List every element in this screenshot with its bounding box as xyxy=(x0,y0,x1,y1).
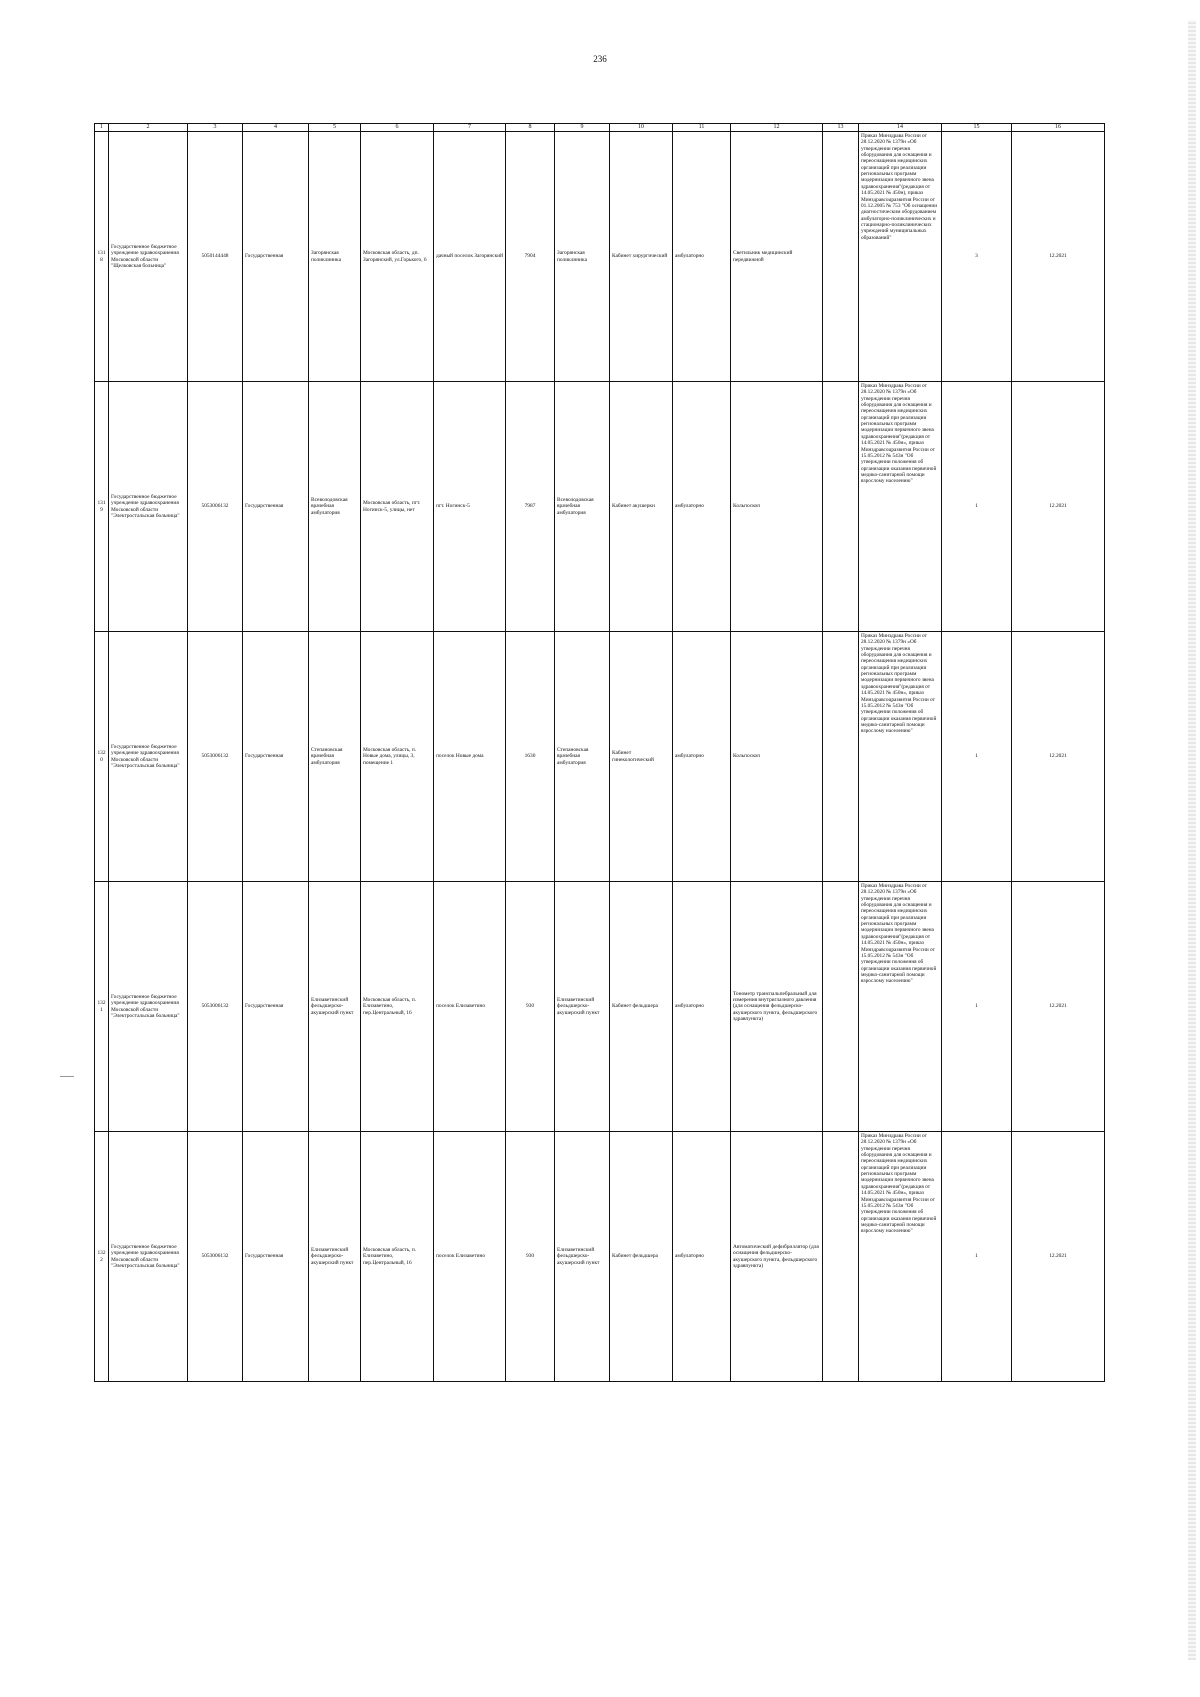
organization-name: Государственное бюджетное учреждение здравоохранения Московской области "Щелковская больница" xyxy=(109,132,188,382)
facility: Степановская врачебная амбулатория xyxy=(555,632,610,882)
address: Московская область, п. Елизаветино, пер.Центральный, 16 xyxy=(361,882,434,1132)
address: Московская область, дп. Загорянский, ул.Горького, 6 xyxy=(361,132,434,382)
inn: 5053006132 xyxy=(188,1132,243,1382)
population: 7904 xyxy=(506,132,555,382)
row-number: 1320 xyxy=(95,632,109,882)
date: 12.2021 xyxy=(1012,382,1105,632)
locality: поселок Елизаветино xyxy=(434,1132,506,1382)
population: 930 xyxy=(506,882,555,1132)
legal-basis: Приказ Минздрава России от 28.12.2020 № 1379н «Об утверждении перечня оборудования для оснащения и переоснащения медицинских организаций при реализации региональных программ модернизации первичного звена здравоохранения"(редакция от 14.05.2021 № 450н), приказ Минздравсоцразвития России от 01.12.2005 № 753 "Об оснащении диагностическим оборудованием амбулаторно-поликлинических и стационарно-поликлинических учреждений муниципальных образований" xyxy=(859,132,942,382)
column-header: 1 xyxy=(95,124,109,132)
table-row xyxy=(95,382,1105,632)
column-header: 5 xyxy=(309,124,361,132)
table-row xyxy=(95,632,1105,882)
room: Кабинет акушерки xyxy=(610,382,673,632)
care-type: амбулаторно xyxy=(673,132,731,382)
row-number: 1322 xyxy=(95,1132,109,1382)
inn: 5050144448 xyxy=(188,132,243,382)
column-header: 13 xyxy=(823,124,859,132)
locality: дачный поселок Загорянский xyxy=(434,132,506,382)
legal-basis: Приказ Минздрава России от 28.12.2020 № 1379н «Об утверждении перечня оборудования для оснащения и переоснащения медицинских организаций при реализации региональных программ модернизации первичного звена здравоохранения"(редакция от 14.05.2021 № 450н», приказ Минздравсоцразвития России от 15.05.2012 № 543н "Об утверждении положения об организации оказания первичной медико-санитарной помощи взрослому населению" xyxy=(859,882,942,1132)
column-13 xyxy=(823,382,859,632)
ownership-form: Государственная xyxy=(243,1132,309,1382)
date: 12.2021 xyxy=(1012,882,1105,1132)
facility: Загорянская поликлиника xyxy=(555,132,610,382)
column-header: 16 xyxy=(1012,124,1105,132)
row-number: 1318 xyxy=(95,132,109,382)
organization-name: Государственное бюджетное учреждение здравоохранения Московской области "Электростальская больница" xyxy=(109,382,188,632)
address: Московская область, п. Елизаветино, пер.Центральный, 16 xyxy=(361,1132,434,1382)
column-header: 15 xyxy=(942,124,1012,132)
date: 12.2021 xyxy=(1012,632,1105,882)
room: Кабинет фельдшера xyxy=(610,1132,673,1382)
column-header: 10 xyxy=(610,124,673,132)
address: Московская область, п. Новые дома, улицы, 3, помещение 1 xyxy=(361,632,434,882)
page-number: 236 xyxy=(593,54,607,64)
care-type: амбулаторно xyxy=(673,382,731,632)
room: Кабинет гинекологический xyxy=(610,632,673,882)
ownership-form: Государственная xyxy=(243,132,309,382)
scan-edge-artifact xyxy=(1188,20,1196,1660)
facility: Всеволодовская врачебная амбулатория xyxy=(555,382,610,632)
structural-unit: Елизаветинский фельдшерско-акушерский пункт xyxy=(309,1132,361,1382)
legal-basis: Приказ Минздрава России от 28.12.2020 № 1379н «Об утверждении перечня оборудования для оснащения и переоснащения медицинских организаций при реализации региональных программ модернизации первичного звена здравоохранения"(редакция от 14.05.2021 № 450н», приказ Минздравсоцразвития России от 15.05.2012 № 543н "Об утверждении положения об организации оказания первичной медико-санитарной помощи взрослому населению" xyxy=(859,382,942,632)
address: Московская область, пгт. Ногинск-5, улицы, нет xyxy=(361,382,434,632)
population: 7987 xyxy=(506,382,555,632)
date: 12.2021 xyxy=(1012,132,1105,382)
locality: поселок Новые дома xyxy=(434,632,506,882)
column-header: 2 xyxy=(109,124,188,132)
locality: поселок Елизаветино xyxy=(434,882,506,1132)
column-header: 3 xyxy=(188,124,243,132)
row-number: 1321 xyxy=(95,882,109,1132)
quantity: 1 xyxy=(942,882,1012,1132)
ownership-form: Государственная xyxy=(243,882,309,1132)
equipment: Светильник медицинский передвижной xyxy=(731,132,823,382)
column-number-row xyxy=(95,124,1105,132)
column-header: 7 xyxy=(434,124,506,132)
legal-basis: Приказ Минздрава России от 28.12.2020 № 1379н «Об утверждении перечня оборудования для оснащения и переоснащения медицинских организаций при реализации региональных программ модернизации первичного звена здравоохранения"(редакция от 14.05.2021 № 450н», приказ Минздравсоцразвития России от 15.05.2012 № 543н "Об утверждении положения об организации оказания первичной медико-санитарной помощи взрослому населению" xyxy=(859,1132,942,1382)
locality: пгт. Ногинск-5 xyxy=(434,382,506,632)
column-header: 12 xyxy=(731,124,823,132)
population: 930 xyxy=(506,1132,555,1382)
table-row xyxy=(95,882,1105,1132)
room: Кабинет хирургический xyxy=(610,132,673,382)
facility: Елизаветинский фельдшерско-акушерский пункт xyxy=(555,1132,610,1382)
equipment: Кольпоскоп xyxy=(731,632,823,882)
ownership-form: Государственная xyxy=(243,632,309,882)
column-header: 14 xyxy=(859,124,942,132)
column-header: 4 xyxy=(243,124,309,132)
column-13 xyxy=(823,132,859,382)
structural-unit: Всеволодовская врачебная амбулатория xyxy=(309,382,361,632)
equipment-registry-table xyxy=(94,123,1105,1382)
room: Кабинет фельдшера xyxy=(610,882,673,1132)
structural-unit: Елизаветинский фельдшерско-акушерский пункт xyxy=(309,882,361,1132)
column-13 xyxy=(823,632,859,882)
inn: 5053006132 xyxy=(188,882,243,1132)
structural-unit: Степановская врачебная амбулатория xyxy=(309,632,361,882)
quantity: 3 xyxy=(942,132,1012,382)
inn: 5053006132 xyxy=(188,632,243,882)
care-type: амбулаторно xyxy=(673,882,731,1132)
facility: Елизаветинский фельдшерско-акушерский пункт xyxy=(555,882,610,1132)
table-row xyxy=(95,1132,1105,1382)
organization-name: Государственное бюджетное учреждение здравоохранения Московской области "Электростальская больница" xyxy=(109,882,188,1132)
quantity: 1 xyxy=(942,1132,1012,1382)
column-13 xyxy=(823,1132,859,1382)
column-header: 6 xyxy=(361,124,434,132)
column-13 xyxy=(823,882,859,1132)
row-number: 1319 xyxy=(95,382,109,632)
care-type: амбулаторно xyxy=(673,1132,731,1382)
organization-name: Государственное бюджетное учреждение здравоохранения Московской области "Электростальская больница" xyxy=(109,632,188,882)
organization-name: Государственное бюджетное учреждение здравоохранения Московской области "Электростальская больница" xyxy=(109,1132,188,1382)
legal-basis: Приказ Минздрава России от 28.12.2020 № 1379н «Об утверждении перечня оборудования для оснащения и переоснащения медицинских организаций при реализации региональных программ модернизации первичного звена здравоохранения"(редакция от 14.05.2021 № 450н», приказ Минздравсоцразвития России от 15.05.2012 № 543н "Об утверждении положения об организации оказания первичной медико-санитарной помощи взрослому населению" xyxy=(859,632,942,882)
equipment: Тонометр транспальпебральный для измерения внутриглазного давления (для оснащения фельдшерско-акушерского пункта, фельдшерского здравпункта) xyxy=(731,882,823,1132)
equipment: Кольпоскоп xyxy=(731,382,823,632)
population: 1630 xyxy=(506,632,555,882)
scan-mark xyxy=(60,1076,74,1077)
date: 12.2021 xyxy=(1012,1132,1105,1382)
care-type: амбулаторно xyxy=(673,632,731,882)
quantity: 1 xyxy=(942,382,1012,632)
column-header: 8 xyxy=(506,124,555,132)
structural-unit: Загорянская поликлиника xyxy=(309,132,361,382)
quantity: 1 xyxy=(942,632,1012,882)
inn: 5053006132 xyxy=(188,382,243,632)
table-row xyxy=(95,132,1105,382)
column-header: 9 xyxy=(555,124,610,132)
equipment: Автоматический дефибриллятор (для оснащения фельдшерско-акушерского пункта, фельдшерского здравпункта) xyxy=(731,1132,823,1382)
ownership-form: Государственная xyxy=(243,382,309,632)
column-header: 11 xyxy=(673,124,731,132)
